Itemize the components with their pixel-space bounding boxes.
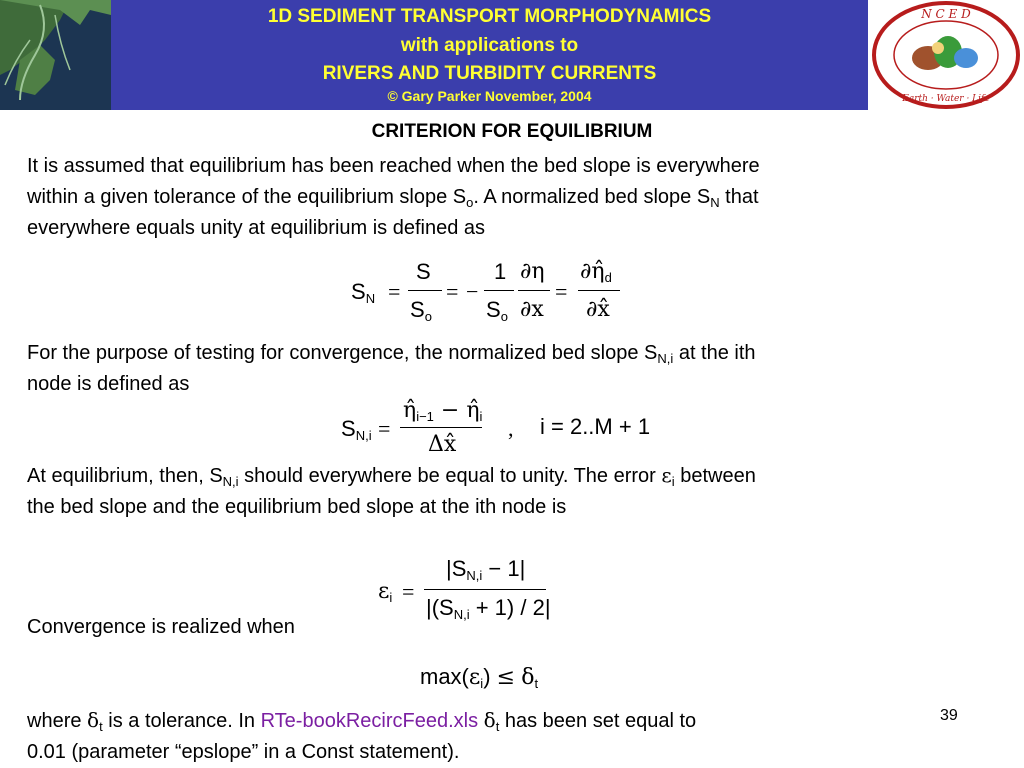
intro-line-3: everywhere equals unity at equilibrium is defined as xyxy=(27,217,486,239)
tolerance-line-1: where $\delta_t$ is a tolerance. In RTe-bookRecircFeed.xls $\delta_t$ has been set equal to xyxy=(27,708,697,734)
logo-ring-text: Earth · Water · Life xyxy=(902,94,990,104)
banner-line-3: RIVERS AND TURBIDITY CURRENTS xyxy=(322,63,657,84)
error-line-1: At equilibrium, then, $S_{N,i}$ should everywhere be equal to unity. The error $\varepsilon_i$ between xyxy=(27,463,756,489)
banner-line-1: 1D SEDIMENT TRANSPORT MORPHODYNAMICS xyxy=(267,6,712,27)
paragraph-intro xyxy=(27,151,987,244)
slide-title: CRITERION FOR EQUILIBRIUM xyxy=(371,121,653,142)
paragraph-tolerance xyxy=(27,705,907,768)
delta-satellite-image xyxy=(0,0,111,110)
banner-line-2: with applications to xyxy=(400,35,579,56)
page-number: 39 xyxy=(940,707,958,724)
convergence-line-1: For the purpose of testing for convergence, the normalized bed slope $S_{N,i}$ at the ith xyxy=(27,342,756,366)
intro-line-2: within a given tolerance of the equilibrium slope $S_o$. A normalized bed slope $S_N$ that xyxy=(27,186,759,210)
nced-logo-icon xyxy=(868,0,1024,110)
spreadsheet-link[interactable]: RTe-bookRecircFeed.xls xyxy=(260,710,479,732)
paragraph-convergence-condition: Convergence is realized when xyxy=(27,616,295,638)
error-line-2: the bed slope and the equilibrium bed slope at the ith node is xyxy=(27,496,567,518)
title-banner xyxy=(111,0,868,110)
slide-header xyxy=(0,0,1024,110)
river-delta-icon xyxy=(0,0,111,110)
tolerance-line-2: 0.01 (parameter “epslope” in a Const statement). xyxy=(27,741,460,763)
banner-copyright: © Gary Parker November, 2004 xyxy=(387,88,592,104)
paragraph-error xyxy=(27,460,987,523)
nced-logo xyxy=(868,0,1024,110)
convergence-line-2: node is defined as xyxy=(27,373,190,395)
intro-line-1: It is assumed that equilibrium has been reached when the bed slope is everywhere xyxy=(27,155,760,177)
equation-max-condition: $\max(\varepsilon_i) \le \delta_t$ xyxy=(420,664,539,691)
paragraph-convergence-test xyxy=(27,338,987,400)
logo-letters: N C E D xyxy=(921,7,971,21)
